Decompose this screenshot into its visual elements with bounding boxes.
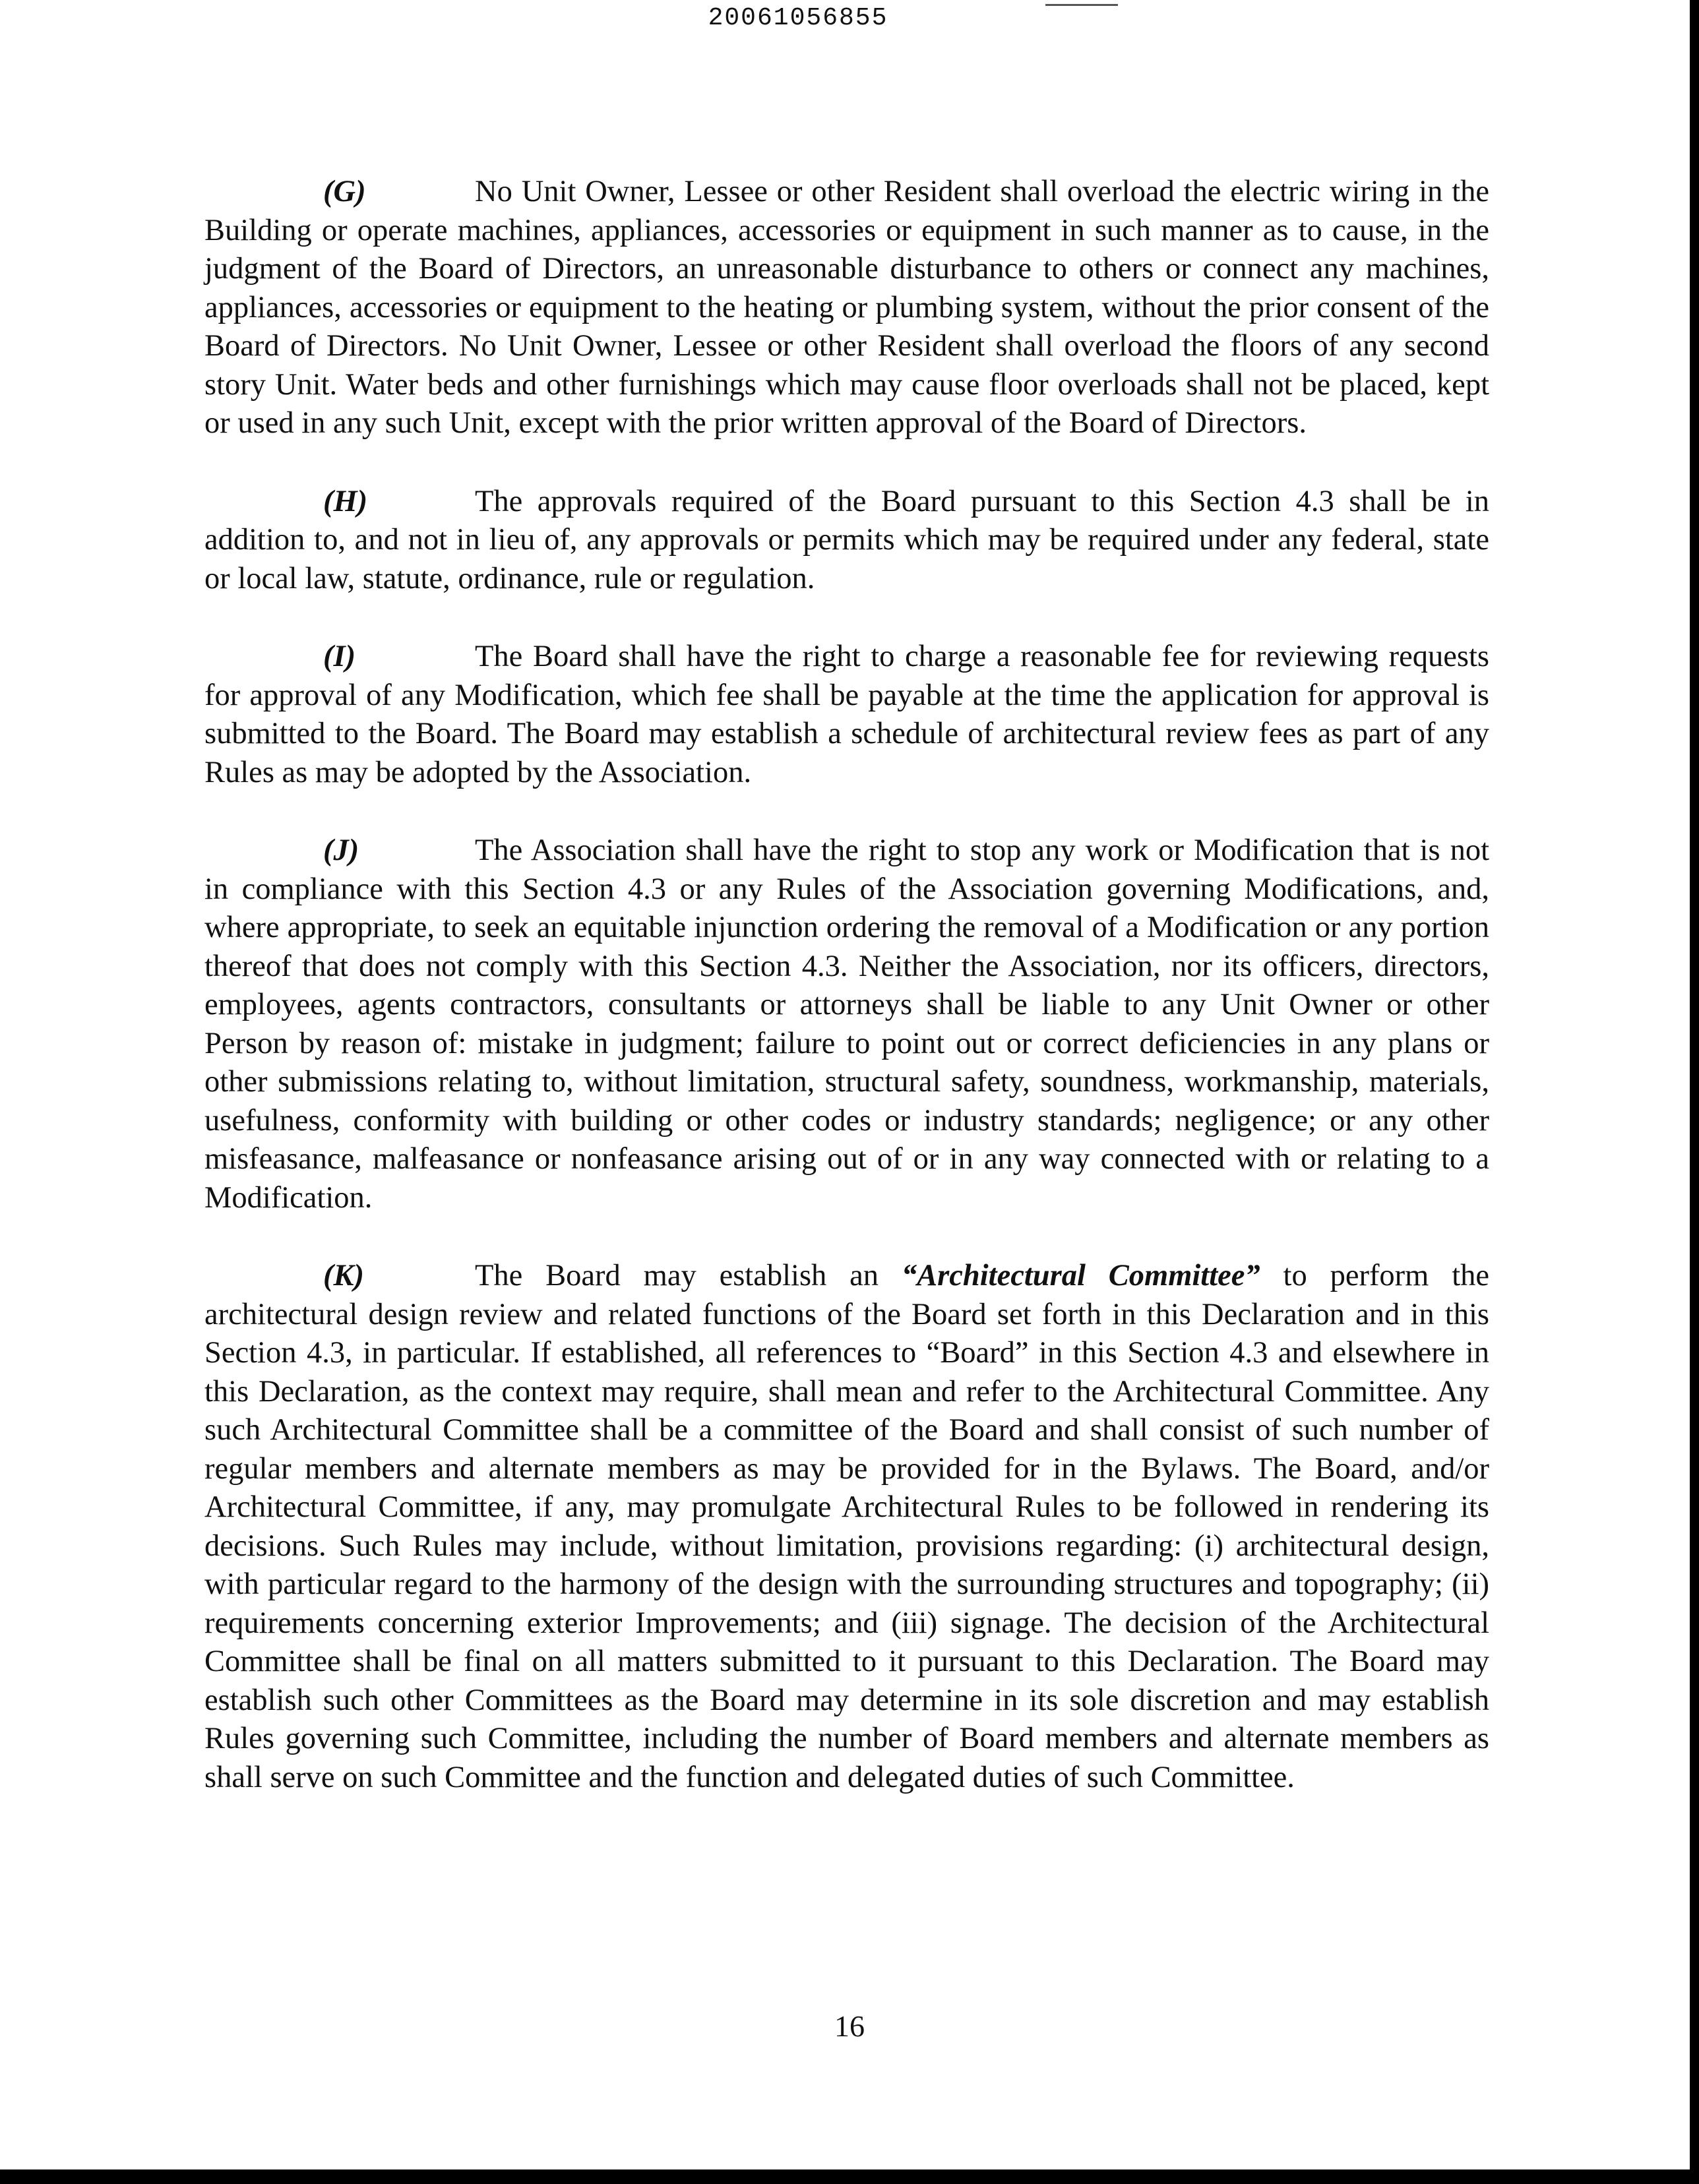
paragraph-text-before: The Board may establish an bbox=[475, 1259, 902, 1292]
scan-edge-right bbox=[1690, 0, 1699, 2169]
scan-mark bbox=[1045, 4, 1118, 6]
paragraph-text: The approvals required of the Board pursuant to this Section 4.3 shall be in addition to, and not in lieu of, any approvals or permits which may be required under any federal, state or local law, statute, ordinance, rule or regulation. bbox=[204, 484, 1489, 595]
defined-term: “Architectural Committee” bbox=[901, 1259, 1260, 1292]
paragraph-g bbox=[204, 173, 1489, 443]
paragraph-h bbox=[204, 483, 1489, 599]
document-number: 20061056855 bbox=[708, 4, 888, 32]
paragraph-text: No Unit Owner, Lessee or other Resident shall overload the electric wiring in the Building or operate machines, appliances, accessories or equipment in such manner as to cause, in the judgment of the Board of Directors, an unreasonable disturbance to others or connect any machines, appliances, accessories or equipment to the heating or plumbing system, without the prior consent of the Board of Directors. No Unit Owner, Lessee or other Resident shall overload the floors of any second story Unit. Water beds and other furnishings which may cause floor overloads shall not be placed, kept or used in any such Unit, except with the prior written approval of the Board of Directors. bbox=[204, 175, 1489, 440]
paragraph-label: (K) bbox=[323, 1259, 364, 1292]
paragraph-text: The Board shall have the right to charge a reasonable fee for reviewing requests for approval of any Modification, which fee shall be payable at the time the application for approval is submitted to the Board. The Board may establish a schedule of architectural review fees as part of any Rules as may be adopted by the Association. bbox=[204, 640, 1489, 789]
scan-edge-bottom bbox=[0, 2169, 1699, 2184]
paragraph-j bbox=[204, 832, 1489, 1217]
paragraph-text: The Association shall have the right to stop any work or Modification that is not in compliance with this Section 4.3 or any Rules of the Association governing Modifications, and, where appropriate, to seek an equitable injunction ordering the removal of a Modification or any portion thereof that does not comply with this Section 4.3. Neither the Association, nor its officers, directors, employees, agents contractors, consultants or attorneys shall be liable to any Unit Owner or other Person by reason of: mistake in judgment; failure to point out or correct deficiencies in any plans or other submissions relating to, without limitation, structural safety, soundness, workmanship, materials, usefulness, conformity with building or other codes or industry standards; negligence; or any other misfeasance, malfeasance or nonfeasance arising out of or in any way connected with or relating to a Modification. bbox=[204, 834, 1489, 1215]
paragraph-label: (G) bbox=[323, 175, 366, 208]
paragraph-label: (I) bbox=[323, 640, 356, 673]
document-body bbox=[204, 173, 1489, 1836]
paragraph-label: (J) bbox=[323, 834, 359, 867]
paragraph-label: (H) bbox=[323, 484, 368, 518]
paragraph-k bbox=[204, 1257, 1489, 1797]
paragraph-text-after: to perform the architectural design review and related functions of the Board set forth in this Declaration and in this Section 4.3, in particular. If established, all references to “Board” in this Section 4.3 and elsewhere in this Declaration, as the context may require, shall mean and refer to the Architectural Committee. Any such Architectural Committee shall be a committee of the Board and shall consist of such number of regular members and alternate members as may be provided for in the Bylaws. The Board, and/or Architectural Committee, if any, may promulgate Architectural Rules to be followed in rendering its decisions. Such Rules may include, without limitation, provisions regarding: (i) architectural design, with particular regard to the harmony of the design with the surrounding structures and topography; (ii) requirements concerning exterior Improvements; and (iii) signage. The decision of the Architectural Committee shall be final on all matters submitted to it pursuant to this Declaration. The Board may establish such other Committees as the Board may determine in its sole discretion and may establish Rules governing such Committee, including the number of Board members and alternate members as shall serve on such Committee and the function and delegated duties of such Committee. bbox=[204, 1259, 1490, 1794]
paragraph-i bbox=[204, 638, 1489, 792]
page-number: 16 bbox=[834, 2009, 865, 2043]
